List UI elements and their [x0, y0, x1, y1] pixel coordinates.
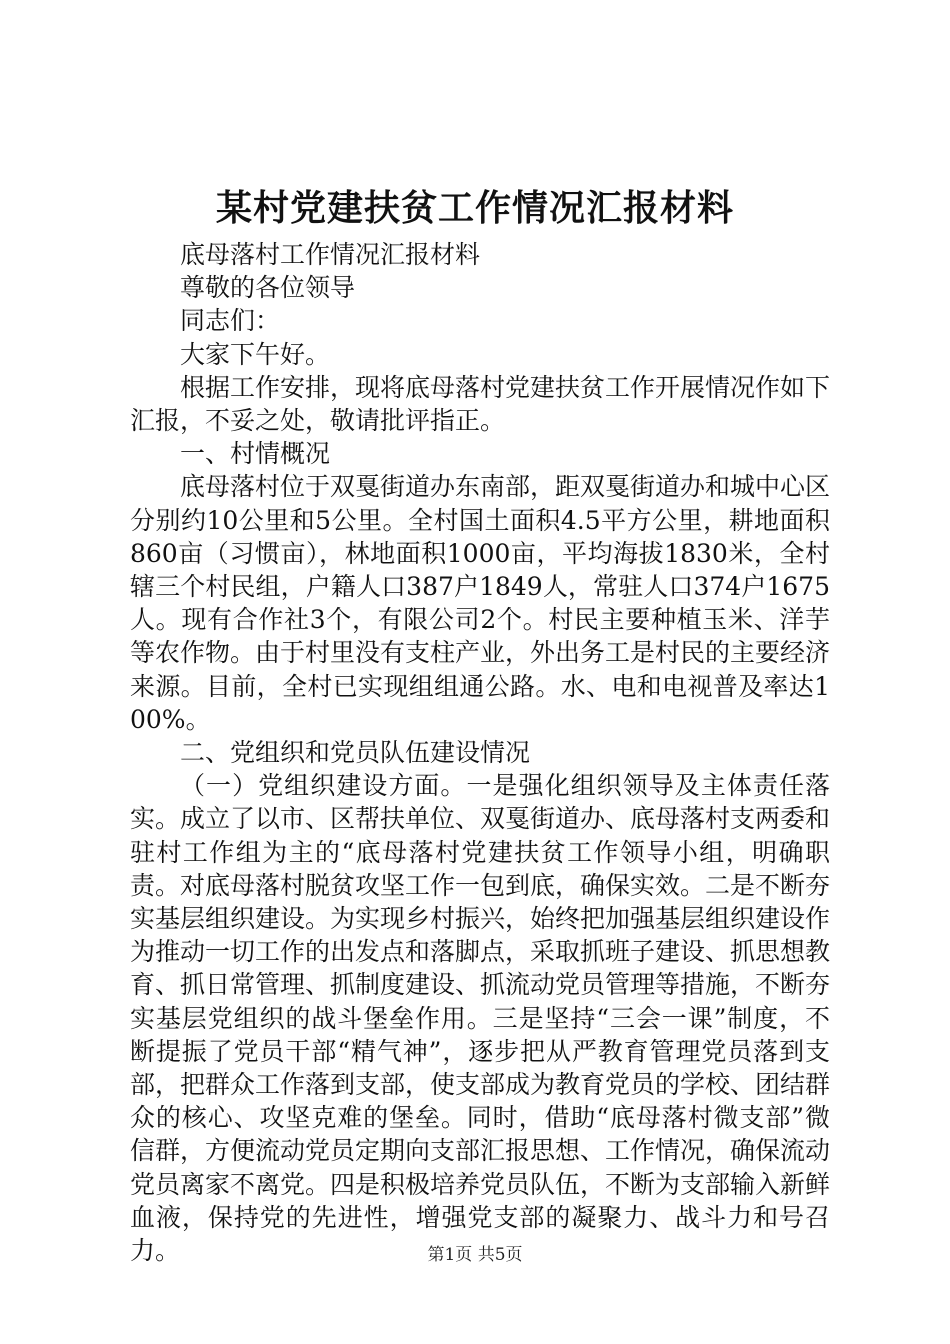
paragraph-greeting: 大家下午好。 — [180, 339, 331, 369]
paragraph-comrades: 同志们： — [180, 306, 281, 336]
paragraph-party-organization: （一）党组织建设方面。一是强化组织领导及主体责任落实。成立了以市、区帮扶单位、双戛街道办、底母落村支两委和驻村工作组为主的“底母落村党建扶贫工作领导小组，明确职责。对底母落村脱贫攻坚工作一包到底，确保实效。二是不断夯实基层组织建设。为实现乡村振兴，始终把加强基层组织建设作为推动一切工作的出发点和落脚点，采取抓班子建设、抓思想教育、抓日常管理、抓制度建设、抓流动党员管理等措施，不断夯实基层党组织的战斗堡垒作用。三是坚持“三会一课”制度，不断提振了党员干部“精气神”，逐步把从严教育管理党员落到支部，把群众工作落到支部，使支部成为教育党员的学校、团结群众的核心、攻坚克难的堡垒。同时，借助“底母落村微支部”微信群，方便流动党员定期向支部汇报思想、工作情况，确保流动党员离家不离党。四是积极培养党员队伍，不断为支部输入新鲜血液，保持党的先进性，增强党支部的凝聚力、战斗力和号召力。 — [130, 771, 831, 1266]
document-body — [130, 238, 830, 1267]
paragraph-salutation: 尊敬的各位领导 — [180, 273, 356, 303]
page-number-footer: 第1页 共5页 — [427, 1245, 523, 1265]
paragraph-subtitle: 底母落村工作情况汇报材料 — [180, 240, 481, 269]
section-heading-party-building: 二、党组织和党员队伍建设情况 — [180, 738, 531, 768]
section-heading-village-overview: 一、村情概况 — [180, 439, 331, 469]
document-title: 某村党建扶贫工作情况汇报材料 — [215, 187, 734, 229]
paragraph-intro: 根据工作安排，现将底母落村党建扶贫工作开展情况作如下汇报，不妥之处，敬请批评指正。 — [130, 372, 831, 436]
paragraph-village-overview: 底母落村位于双戛街道办东南部，距双戛街道办和城中心区分别约10公里和5公里。全村国土面积4.5平方公里，耕地面积860亩（习惯亩），林地面积1000亩，平均海拔1830米，全村辖三个村民组，户籍人口387户1849人，常驻人口374户1675人。现有合作社3个，有限公司2个。村民主要种植玉米、洋芋等农作物。由于村里没有支柱产业，外出务工是村民的主要经济来源。目前，全村已实现组组通公路。水、电和电视普及率达100%。 — [130, 472, 831, 734]
